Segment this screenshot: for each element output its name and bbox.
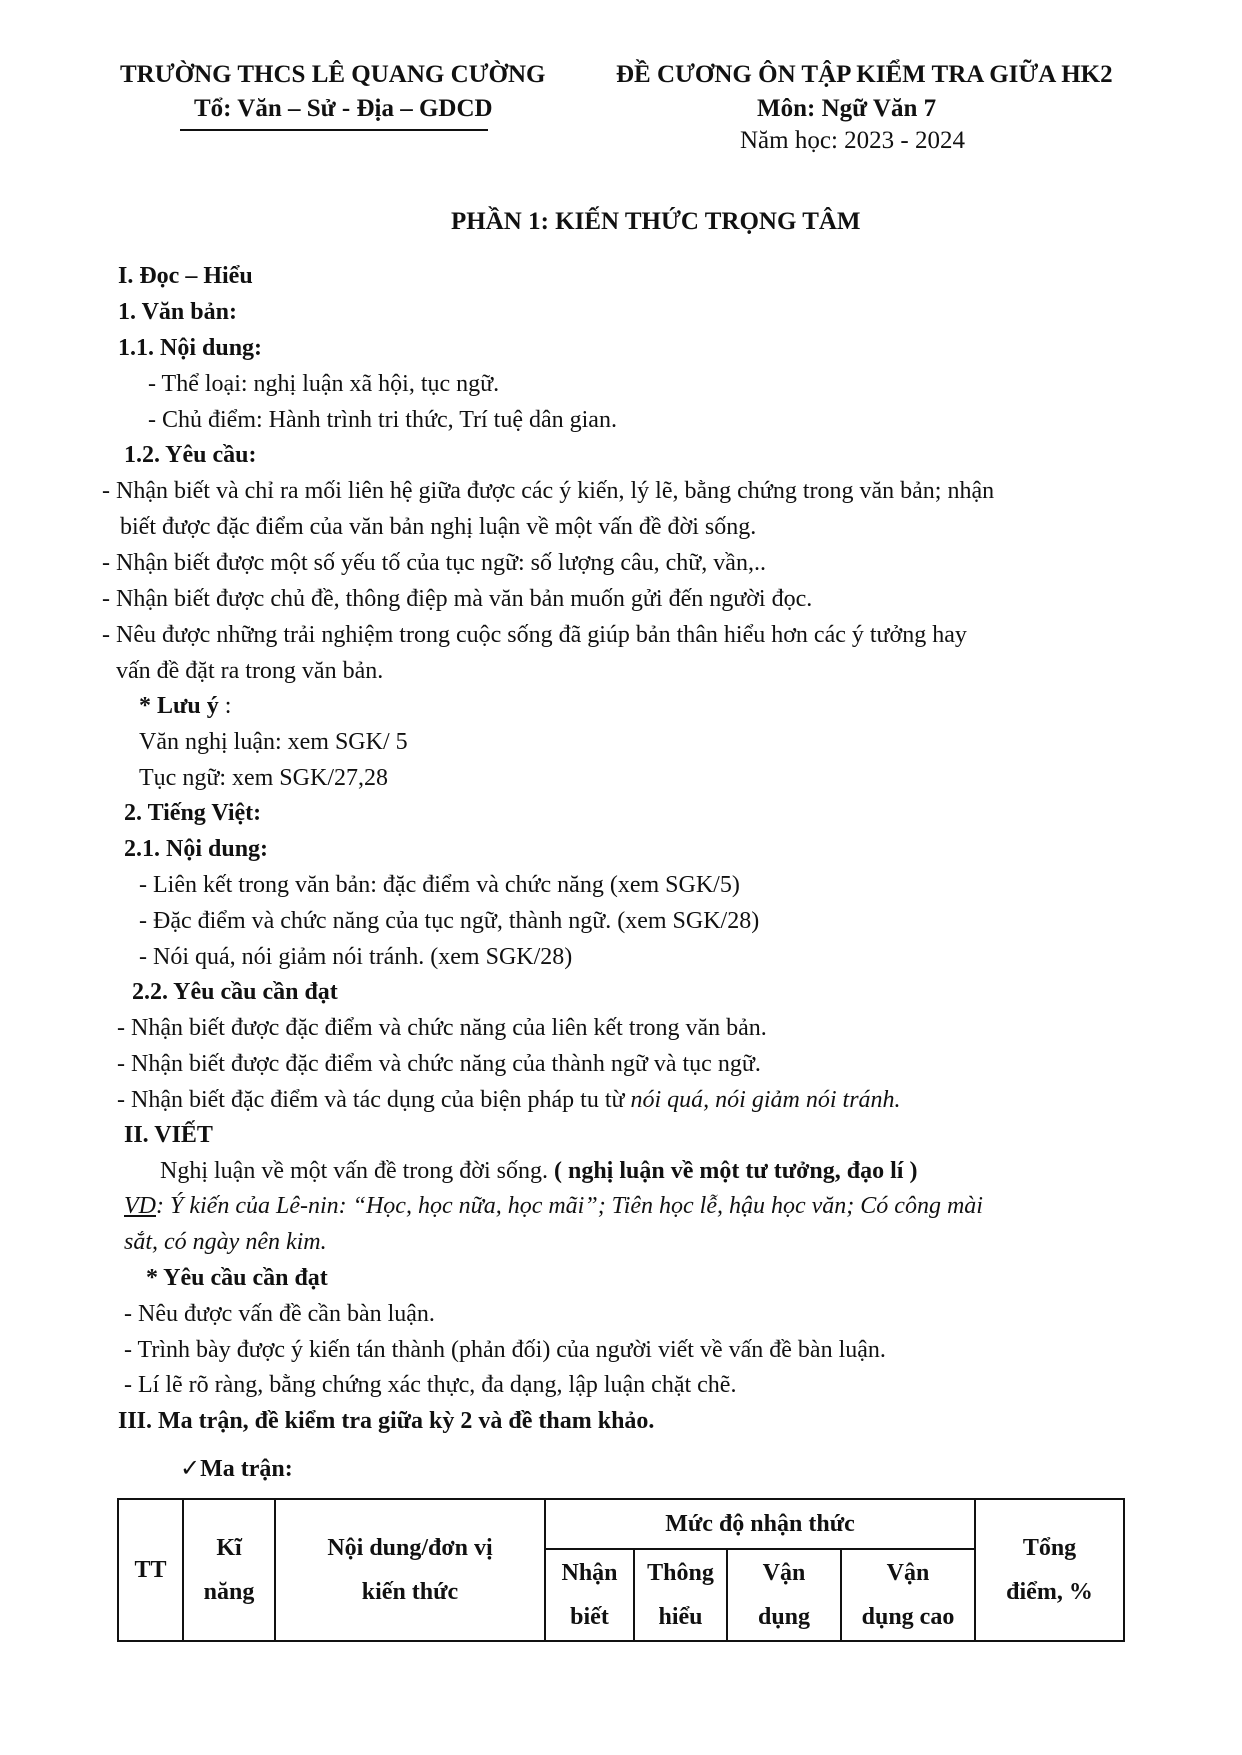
matrix-label <box>180 1456 293 1481</box>
level-line: biết <box>570 1604 609 1630</box>
section2-title: II. VIẾT <box>124 1122 213 1148</box>
example-line <box>124 1194 983 1218</box>
header-content <box>275 1499 545 1641</box>
writing-requirement: - Lí lẽ rõ ràng, bằng chứng xác thực, đa dạng, lập luận chặt chẽ. <box>124 1372 737 1398</box>
header-total <box>975 1499 1124 1641</box>
requirement-line: - Nêu được những trải nghiệm trong cuộc sống đã giúp bản thân hiểu hơn các ý tưởng hay <box>102 622 967 648</box>
header-level-understand <box>634 1549 727 1641</box>
note-line <box>139 694 231 718</box>
tv-requirement <box>117 1088 901 1112</box>
section1-title: I. Đọc – Hiểu <box>118 263 253 289</box>
note-label: * Lưu ý <box>139 693 219 719</box>
note-colon: : <box>218 693 232 719</box>
header-total-line: điểm, % <box>1006 1579 1093 1605</box>
writing-topic-emphasis: ( nghị luận về một tư tưởng, đạo lí ) <box>553 1158 918 1184</box>
subject-label: Môn: Ngữ Văn 7 <box>757 95 937 122</box>
requirement-line: biết được đặc điểm của văn bản nghị luận về một vấn đề đời sống. <box>120 514 757 540</box>
note-item: Văn nghị luận: xem SGK/ 5 <box>139 729 408 755</box>
writing-requirement: - Trình bày được ý kiến tán thành (phản đối) của người viết về vấn đề bàn luận. <box>124 1337 886 1363</box>
header-tt: TT <box>118 1499 183 1641</box>
header-skill <box>183 1499 275 1641</box>
subsection-1-2-title: 1.2. Yêu cầu: <box>124 442 257 468</box>
tv-requirement: - Nhận biết được đặc điểm và chức năng của thành ngữ và tục ngữ. <box>117 1051 761 1077</box>
section3-title: III. Ma trận, đề kiểm tra giữa kỳ 2 và đề tham khảo. <box>118 1408 655 1434</box>
tv-requirement-italic: nói quá, nói giảm nói tránh. <box>630 1087 901 1113</box>
content-item: - Chủ điểm: Hành trình tri thức, Trí tuệ dân gian. <box>148 407 617 433</box>
level-line: dụng <box>757 1604 811 1630</box>
department-name: Tổ: Văn – Sử - Địa – GDCD <box>194 95 493 122</box>
header-level-apply <box>727 1549 841 1641</box>
requirement-line: - Nhận biết và chỉ ra mối liên hệ giữa được các ý kiến, lý lẽ, bằng chứng trong văn bản; nhận <box>102 478 995 504</box>
school-year: Năm học: 2023 - 2024 <box>740 127 965 154</box>
level-line: Thông <box>647 1560 714 1586</box>
requirement-line: - Nhận biết được chủ đề, thông điệp mà văn bản muốn gửi đến người đọc. <box>102 586 813 612</box>
level-line: dụng cao <box>861 1604 955 1630</box>
tv-requirement: - Nhận biết được đặc điểm và chức năng của liên kết trong văn bản. <box>117 1015 767 1041</box>
writing-topic <box>160 1159 917 1183</box>
writing-req-title: * Yêu cầu cần đạt <box>146 1265 328 1291</box>
tv-content-item: - Liên kết trong văn bản: đặc điểm và chức năng (xem SGK/5) <box>139 872 740 898</box>
content-item: - Thể loại: nghị luận xã hội, tục ngữ. <box>148 371 500 397</box>
header-level-group: Mức độ nhận thức <box>545 1499 975 1549</box>
matrix-table <box>117 1498 1125 1642</box>
note-item: Tục ngữ: xem SGK/27,28 <box>139 765 388 791</box>
subsection-2-2-title: 2.2. Yêu cầu cần đạt <box>132 979 338 1005</box>
header-content-line: Nội dung/đơn vị <box>327 1535 493 1561</box>
tv-content-item: - Nói quá, nói giảm nói tránh. (xem SGK/28) <box>139 944 573 970</box>
header-level-recognize <box>545 1549 634 1641</box>
check-icon: ✓ <box>180 1454 201 1482</box>
header-content-line: kiến thức <box>361 1579 459 1605</box>
level-line: Nhận <box>561 1560 618 1586</box>
subsection-1-1-title: 1.1. Nội dung: <box>118 335 263 361</box>
example-line-continued: sắt, có ngày nên kim. <box>124 1229 327 1255</box>
level-line: Vận <box>886 1560 930 1586</box>
writing-topic-text: Nghị luận về một vấn đề trong đời sống. <box>160 1158 554 1184</box>
header-total-line: Tổng <box>1022 1535 1077 1561</box>
subsection-2-title: 2. Tiếng Việt: <box>124 800 262 826</box>
part1-title: PHẦN 1: KIẾN THỨC TRỌNG TÂM <box>451 208 861 235</box>
matrix-label-text: Ma trận: <box>200 1456 293 1482</box>
header-level-apply-high <box>841 1549 975 1641</box>
writing-requirement: - Nêu được vấn đề cần bàn luận. <box>124 1301 435 1327</box>
requirement-line: - Nhận biết được một số yếu tố của tục ngữ: số lượng câu, chữ, vần,.. <box>102 550 766 576</box>
tv-content-item: - Đặc điểm và chức năng của tục ngữ, thành ngữ. (xem SGK/28) <box>139 908 760 934</box>
school-name: TRƯỜNG THCS LÊ QUANG CƯỜNG <box>120 61 546 88</box>
example-text: : Ý kiến của Lê-nin: “Học, học nữa, học mãi”; Tiên học lễ, hậu học văn; Có công mài <box>156 1193 983 1219</box>
header-underline <box>180 129 488 131</box>
header-skill-line: Kĩ <box>216 1535 242 1561</box>
exam-title: ĐỀ CƯƠNG ÔN TẬP KIỂM TRA GIỮA HK2 <box>616 61 1113 88</box>
requirement-line: vấn đề đặt ra trong văn bản. <box>116 658 384 684</box>
level-line: Vận <box>762 1560 806 1586</box>
subsection-2-1-title: 2.1. Nội dung: <box>124 836 269 862</box>
tv-requirement-text: - Nhận biết đặc điểm và tác dụng của biện pháp tu từ <box>117 1087 631 1113</box>
level-line: hiểu <box>658 1604 703 1630</box>
example-label: VD <box>124 1193 156 1219</box>
subsection-1-title: 1. Văn bản: <box>118 299 237 325</box>
header-skill-line: năng <box>203 1579 255 1605</box>
